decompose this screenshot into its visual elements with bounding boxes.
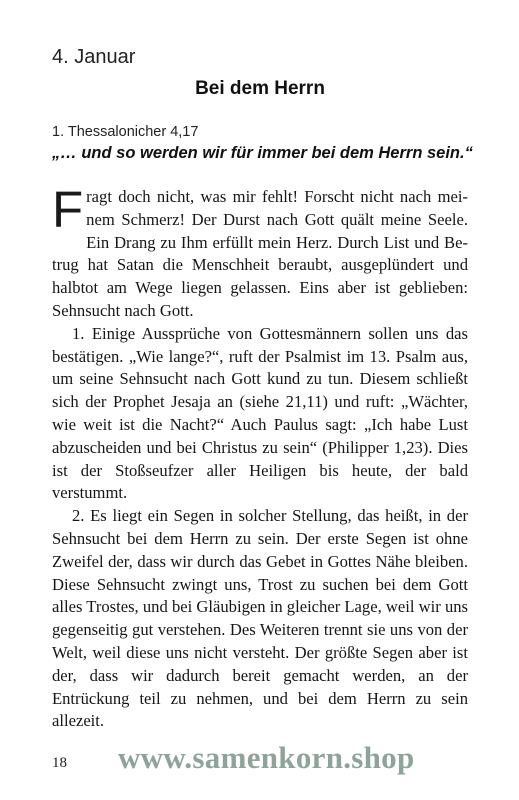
page-date: 4. Januar xyxy=(52,46,136,68)
paragraph-intro-text: ragt doch nicht, was mir fehlt! Forscht nicht nach meinem Schmerz! Der Durst nach Gott quält meine Seele. Ein Drang zu Ihm erfüllt mein Herz. Durch List und Betrug hat Satan die Menschheit beraubt, ausgeplündert und halbtot am Wege liegen gelassen. Eins aber ist geblieben: Sehnsucht nach Gott. xyxy=(52,187,468,320)
drop-cap: F xyxy=(52,181,84,238)
devotional-body xyxy=(52,181,468,733)
verse-reference: 1. Thessalonicher 4,17 xyxy=(52,124,199,140)
watermark: www.samenkorn.shop xyxy=(118,740,415,775)
paragraph-point-2: 2. Es liegt ein Segen in solcher Stellung, das heißt, in der Sehnsucht bei dem Herrn zu sein. Der erste Segen ist ohne Zweifel der, dass wir durch das Gebet in Gottes Nähe bleiben. Diese Sehnsucht zwingt uns, Trost zu suchen bei dem Gott alles Trostes, und bei Gläubigen in gleicher Lage, weil wir uns gegenseitig gut verstehen. Des Weiteren trennt sie uns von der Welt, weil diese uns nicht versteht. Der größte Segen aber ist der, dass wir dadurch bereit gemacht werden, an der Entrückung teil zu nehmen, und bei dem Herrn zu sein allezeit. xyxy=(52,506,468,731)
page-title: Bei dem Herrn xyxy=(195,78,325,99)
page-number: 18 xyxy=(52,755,67,771)
paragraph-intro xyxy=(52,181,468,323)
paragraph-point-1: 1. Einige Aussprüche von Gottesmännern sollen uns das bestätigen. „Wie lange?“, ruft der Psalmist im 13. Psalm aus, um seine Sehnsucht nach Gott kund zu tun. Diesem schließt sich der Prophet Jesaja an (siehe 21,11) und ruft: „Wächter, wie weit ist die Nacht?“ Auch Paulus sagt: „Ich habe Lust abzuscheiden und bei Christus zu sein“ (Philipper 1,23). Dies ist der Stoßseufzer aller Heiligen bis heute, der bald verstummt. xyxy=(52,323,468,503)
verse-quote: „… und so werden wir für immer bei dem Herrn sein.“ xyxy=(52,144,473,162)
